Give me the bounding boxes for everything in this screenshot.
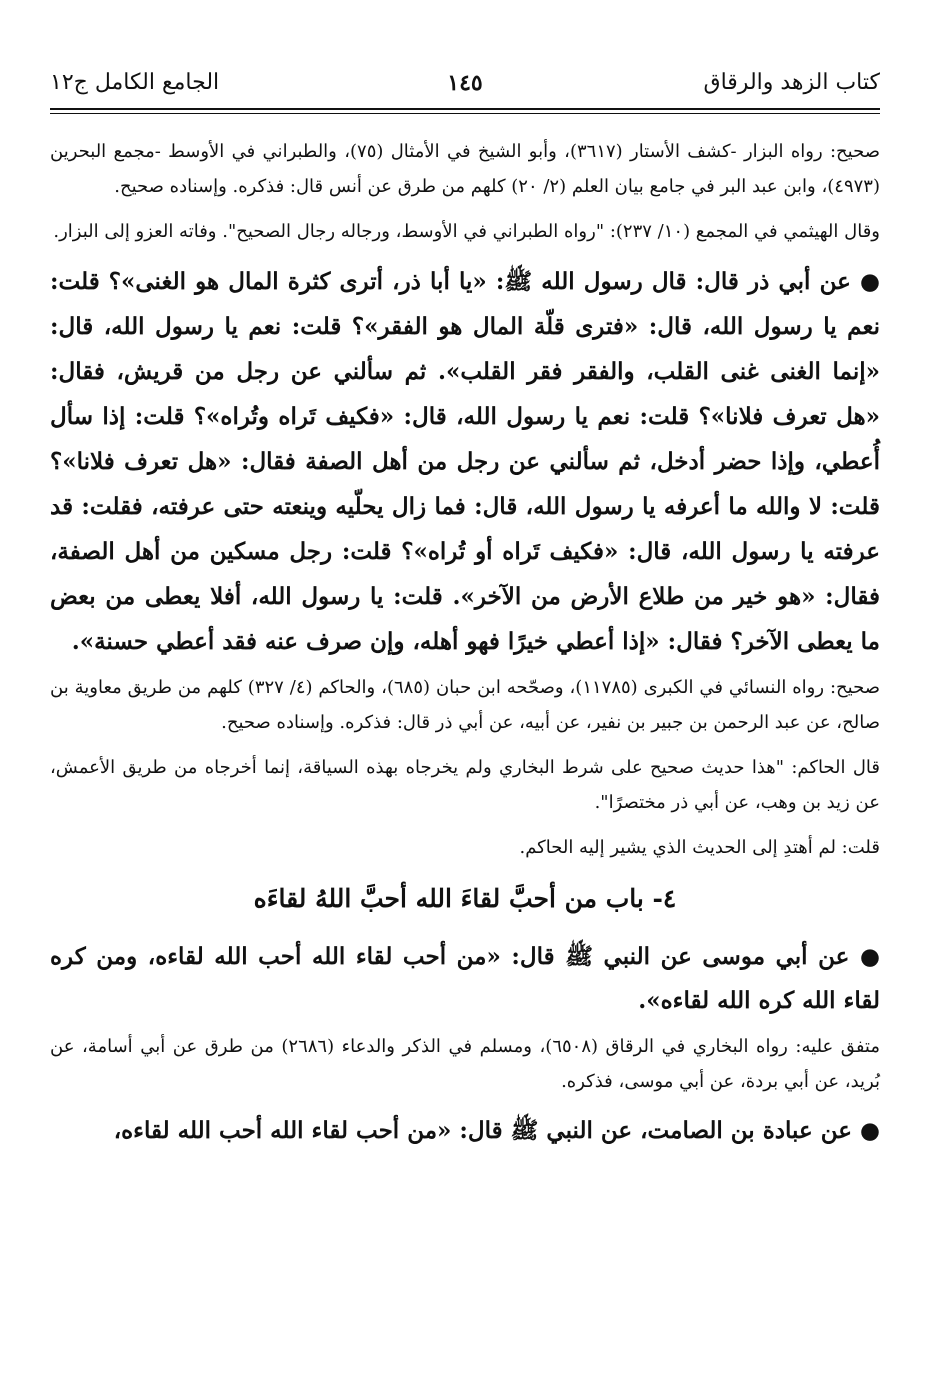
- hadith-abu-musa: ● عن أبي موسى عن النبي ﷺ قال: «من أحب لقاء الله أحب الله لقاءه، ومن كره لقاء الله كره الله لقاءه».: [50, 943, 880, 1014]
- takhrij-paragraph: صحيح: رواه البزار -كشف الأستار (٣٦١٧)، وأبو الشيخ في الأمثال (٧٥)، والطبراني في الأوسط -مجمع البحرين (٤٩٧٣)، وابن عبد البر في جامع بيان العلم (٢/ ٢٠) كلهم من طرق عن أنس قال: فذكره. وإسناده صحيح.: [50, 141, 880, 197]
- page-body: [50, 134, 880, 1159]
- takhrij-paragraph: صحيح: رواه النسائي في الكبرى (١١٧٨٥)، وصحّحه ابن حبان (٦٨٥)، والحاكم (٤/ ٣٢٧) كلهم من طريق معاوية بن صالح، عن عبد الرحمن بن جبير بن نفير، عن أبيه، عن أبي ذر قال: فذكره. وإسناده صحيح.: [50, 677, 880, 733]
- book-title: كتاب الزهد والرقاق: [703, 70, 880, 95]
- hakim-note: قال الحاكم: "هذا حديث صحيح على شرط البخاري ولم يخرجاه بهذه السياقة، إنما أخرجاه من طريق الأعمش، عن زيد بن وهب، عن أبي ذر مختصرًا".: [50, 757, 880, 813]
- book-page: [50, 0, 880, 1379]
- volume-title: الجامع الكامل ج١٢: [50, 70, 220, 95]
- author-note: قلت: لم أهتدِ إلى الحديث الذي يشير إليه الحاكم.: [519, 837, 880, 858]
- chapter-heading: ٤- باب من أحبَّ لقاءَ الله أحبَّ اللهُ لقاءَه: [253, 884, 677, 913]
- header-rule-thick: [50, 108, 880, 110]
- page-number: ١٤٥: [447, 70, 483, 96]
- hadith-abu-dharr: ● عن أبي ذر قال: قال رسول الله ﷺ: «يا أبا ذر، أترى كثرة المال هو الغنى»؟ قلت: نعم يا رسول الله، قال: «فترى قلّة المال هو الفقر»؟ قلت: نعم يا رسول الله، قال: «إنما الغنى غنى القلب، والفقر فقر القلب». ثم سألني عن رجل من قريش، فقال: «هل تعرف فلانا»؟ قلت: نعم يا رسول الله، قال: «فكيف تَراه وتُراه»؟ قلت: إذا سأل أُعطي، وإذا حضر أدخل، ثم سألني عن رجل من أهل الصفة فقال: «هل تعرف فلانا»؟ قلت: لا والله ما أعرفه يا رسول الله، قال: فما زال يحلّيه وينعته حتى عرفته، فقلت: قد عرفته يا رسول الله، قال: «فكيف تَراه أو تُراه»؟ قلت: رجل مسكين من أهل الصفة، فقال: «هو خير من طلاع الأرض من الآخر». قلت: يا رسول الله، أفلا يعطى من بعض ما يعطى الآخر؟ فقال: «إذا أعطي خيرًا فهو أهله، وإن صرف عنه فقد أعطي حسنة».: [50, 268, 880, 655]
- haythami-note: وقال الهيثمي في المجمع (١٠/ ٢٣٧): "رواه الطبراني في الأوسط، ورجاله رجال الصحيح". وفاته العزو إلى البزار.: [53, 221, 880, 242]
- page-header: [50, 70, 880, 106]
- takhrij-paragraph: متفق عليه: رواه البخاري في الرقاق (٦٥٠٨)، ومسلم في الذكر والدعاء (٢٦٨٦) من طرق عن أبي أسامة، عن بُريد، عن أبي بردة، عن أبي موسى، فذكره.: [50, 1036, 880, 1092]
- hadith-ubada: ● عن عبادة بن الصامت، عن النبي ﷺ قال: «من أحب لقاء الله أحب الله لقاءه،: [113, 1117, 880, 1144]
- header-rule-thin: [50, 113, 880, 114]
